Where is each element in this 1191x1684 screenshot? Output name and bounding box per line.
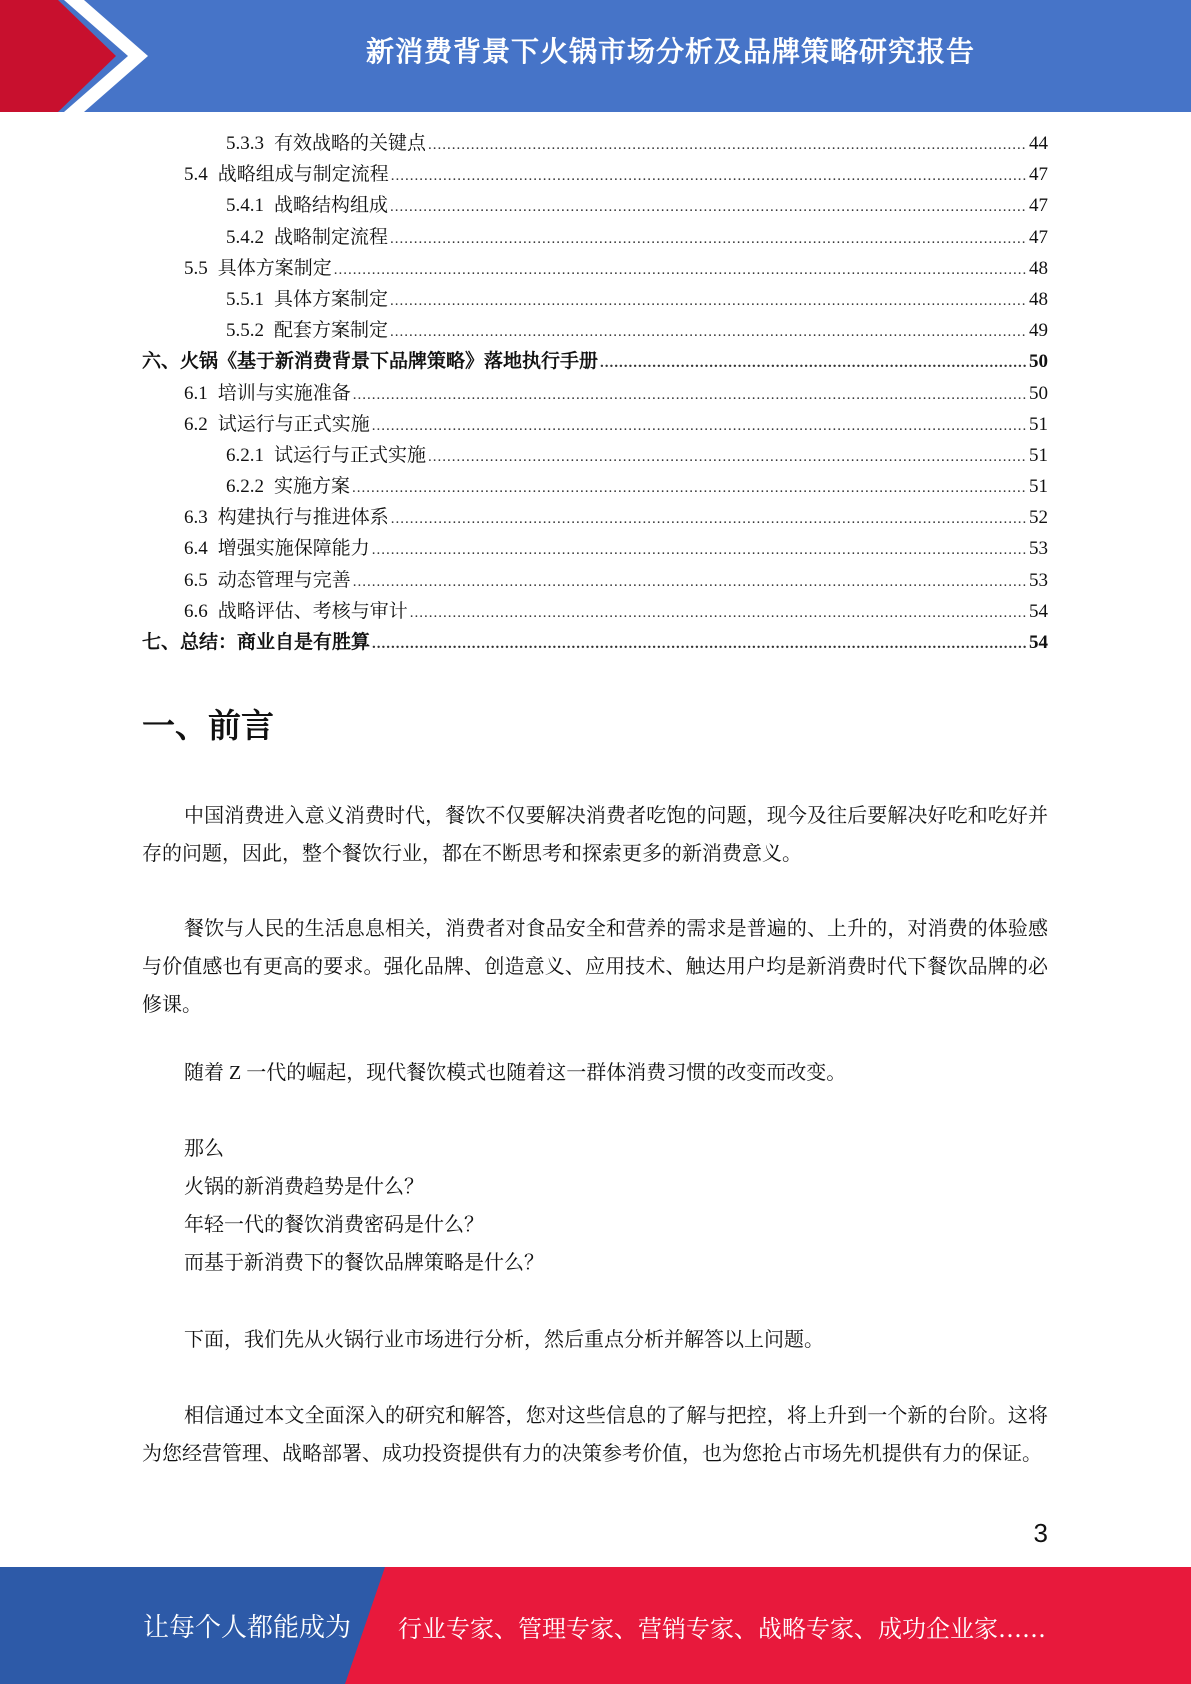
footer-slogan-left: 让每个人都能成为 [143, 1613, 352, 1643]
toc-entry-page: 47 [1029, 164, 1048, 186]
toc-entry-title: 七、总结：商业自是有胜算 [142, 632, 371, 653]
toc-entry[interactable] [142, 533, 1048, 564]
toc-entry-title: 配套方案制定 [274, 320, 389, 342]
toc-dot-leader [390, 224, 1027, 255]
footer-slogan-right: 行业专家、管理专家、营销专家、战略专家、成功企业家…… [398, 1615, 1046, 1643]
toc-dot-leader [600, 348, 1027, 379]
toc-dot-leader [334, 255, 1027, 286]
toc-entry-number: 6.6 [184, 600, 208, 622]
toc-entry-number: 6.3 [184, 507, 208, 529]
toc-entry-title: 战略制定流程 [274, 226, 389, 248]
toc-entry-page: 44 [1029, 133, 1048, 154]
toc-entry-title: 具体方案制定 [217, 257, 332, 279]
toc-entry-title: 试运行与正式实施 [217, 413, 370, 435]
toc-entry-title: 有效战略的关键点 [274, 133, 427, 154]
toc-entry-number: 6.5 [184, 569, 208, 591]
toc-entry-number: 6.2.1 [226, 444, 264, 466]
toc-entry-number: 5.5.1 [226, 288, 264, 310]
toc-entry[interactable] [142, 565, 1048, 596]
toc-entry[interactable] [142, 315, 1048, 346]
page-number: 3 [1033, 1518, 1048, 1548]
toc-entry-page: 48 [1029, 257, 1048, 279]
toc-entry-title: 战略结构组成 [274, 195, 389, 217]
toc-dot-leader [372, 629, 1027, 660]
toc-entry-page: 51 [1029, 444, 1048, 466]
toc-entry-page: 51 [1029, 413, 1048, 435]
toc-dot-leader [390, 192, 1027, 223]
toc-dot-leader [353, 567, 1027, 598]
toc-entry-number: 5.3.3 [226, 133, 264, 154]
toc-dot-leader [410, 598, 1027, 629]
toc-entry-title: 战略组成与制定流程 [217, 164, 389, 186]
toc-entry-page: 50 [1029, 351, 1048, 373]
toc-entry[interactable] [142, 128, 1048, 159]
toc-entry-title: 六、火锅《基于新消费背景下品牌策略》落地执行手册 [142, 351, 599, 373]
toc-entry[interactable] [142, 190, 1048, 221]
toc-dot-leader [353, 380, 1027, 411]
toc-entry-title: 战略评估、考核与审计 [217, 600, 408, 622]
question-3: 而基于新消费下的餐饮品牌策略是什么？ [184, 1252, 544, 1274]
toc-entry-page: 53 [1029, 538, 1048, 560]
toc-entry-title: 实施方案 [274, 476, 351, 498]
toc-entry-number: 6.4 [184, 538, 208, 560]
toc-entry[interactable] [142, 502, 1048, 533]
toc-entry-page: 52 [1029, 507, 1048, 529]
toc-entry-number: 5.4.1 [226, 195, 264, 217]
paragraph-4: 下面，我们先从火锅行业市场进行分析，然后重点分析并解答以上问题。 [184, 1329, 824, 1351]
toc-entry-title: 试运行与正式实施 [274, 444, 427, 466]
toc-dot-leader [428, 442, 1027, 473]
section-title: 一、前言 [142, 706, 274, 745]
toc-entry-page: 50 [1029, 382, 1048, 404]
toc-entry-number: 5.4.2 [226, 226, 264, 248]
toc-entry-title: 构建执行与推进体系 [217, 507, 389, 529]
toc-entry[interactable] [142, 471, 1048, 502]
question-1: 火锅的新消费趋势是什么？ [184, 1176, 424, 1198]
toc-dot-leader [372, 411, 1027, 442]
toc-entry-title: 动态管理与完善 [217, 569, 351, 591]
report-title: 新消费背景下火锅市场分析及品牌策略研究报告 [365, 35, 975, 68]
table-of-contents [142, 128, 1048, 658]
toc-entry-page: 54 [1029, 632, 1048, 653]
toc-entry-page: 48 [1029, 288, 1048, 310]
toc-entry-number: 6.2 [184, 413, 208, 435]
toc-entry[interactable] [142, 627, 1048, 658]
paragraph-1: 中国消费进入意义消费时代，餐饮不仅要解决消费者吃饱的问题，现今及往后要解决好吃和吃好并存的问题，因此，整个餐饮行业，都在不断思考和探索更多的新消费意义。 [142, 805, 1048, 865]
question-2: 年轻一代的餐饮消费密码是什么？ [184, 1214, 484, 1236]
toc-entry-page: 53 [1029, 569, 1048, 591]
toc-entry-title: 增强实施保障能力 [217, 538, 370, 560]
page-header [0, 0, 1191, 112]
toc-entry-number: 6.2.2 [226, 476, 264, 498]
question-list [184, 1130, 544, 1282]
toc-entry-number: 5.4 [184, 164, 208, 186]
toc-entry-title: 培训与实施准备 [217, 382, 351, 404]
toc-entry-number: 6.1 [184, 382, 208, 404]
toc-entry[interactable] [142, 346, 1048, 377]
toc-entry[interactable] [142, 409, 1048, 440]
paragraph-5: 相信通过本文全面深入的研究和解答，您对这些信息的了解与把控，将上升到一个新的台阶。这将为您经营管理、战略部署、成功投资提供有力的决策参考价值，也为您抢占市场先机提供有力的保证。 [142, 1405, 1048, 1465]
toc-entry-title: 具体方案制定 [274, 288, 389, 310]
question-intro: 那么 [184, 1138, 224, 1160]
toc-dot-leader [428, 130, 1027, 161]
toc-entry-number: 5.5 [184, 257, 208, 279]
toc-dot-leader [390, 286, 1027, 317]
toc-dot-leader [352, 473, 1027, 504]
toc-entry-page: 49 [1029, 320, 1048, 342]
toc-entry-page: 54 [1029, 600, 1048, 622]
toc-entry-number: 5.5.2 [226, 320, 264, 342]
page-footer [0, 1567, 1191, 1684]
toc-dot-leader [372, 535, 1027, 566]
paragraph-3: 随着 Z 一代的崛起，现代餐饮模式也随着这一群体消费习惯的改变而改变。 [184, 1062, 847, 1084]
toc-entry[interactable] [142, 378, 1048, 409]
toc-dot-leader [390, 317, 1027, 348]
toc-entry-page: 51 [1029, 476, 1048, 498]
paragraph-2: 餐饮与人民的生活息息相关，消费者对食品安全和营养的需求是普遍的、上升的，对消费的体验感与价值感也有更高的要求。强化品牌、创造意义、应用技术、触达用户均是新消费时代下餐饮品牌的必修课。 [142, 918, 1048, 1016]
toc-entry-page: 47 [1029, 195, 1048, 217]
toc-entry[interactable] [142, 253, 1048, 284]
toc-entry[interactable] [142, 596, 1048, 627]
toc-entry[interactable] [142, 159, 1048, 190]
toc-dot-leader [391, 504, 1027, 535]
toc-entry-page: 47 [1029, 226, 1048, 248]
toc-dot-leader [391, 161, 1027, 192]
toc-entry[interactable] [142, 222, 1048, 253]
toc-entry[interactable] [142, 284, 1048, 315]
toc-entry[interactable] [142, 440, 1048, 471]
